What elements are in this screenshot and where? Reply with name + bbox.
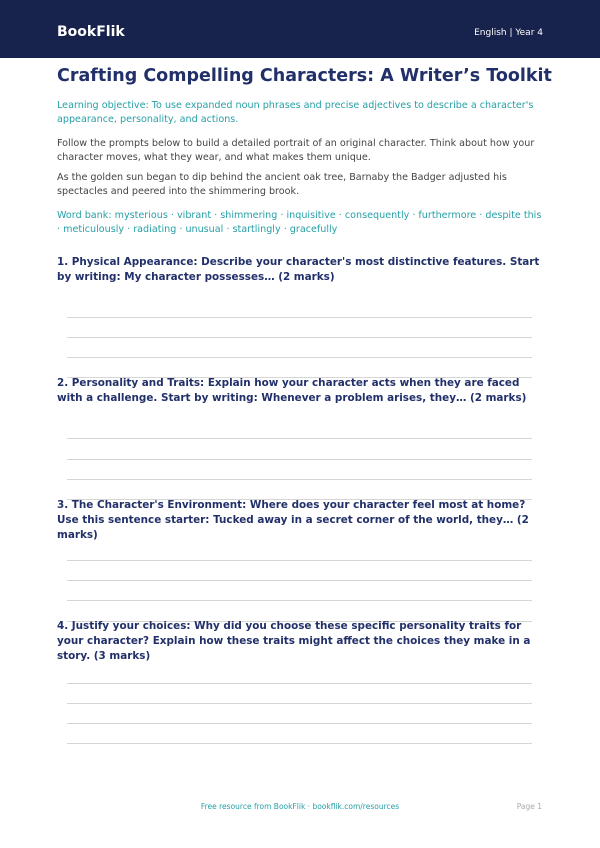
answer-line[interactable] <box>67 723 532 724</box>
question-3: 3. The Character's Environment: Where does your character feel most at home? Use this sentence starter: Tucked away in a secret corner of the world, they… (2 marks) <box>57 499 529 541</box>
brand-logo-text: BookFlik <box>57 24 125 40</box>
word-bank: Word bank: mysterious · vibrant · shimmering · inquisitive · consequently · furthermore · despite this · meticulously · radiating · unusual · startlingly · gracefully <box>57 210 542 235</box>
answer-line[interactable] <box>67 337 532 338</box>
answer-line[interactable] <box>67 560 532 561</box>
question-2: 2. Personality and Traits: Explain how your character acts when they are faced with a challenge. Start by writing: Whenever a problem arises, they… (2 marks) <box>57 377 527 404</box>
page-header <box>0 0 600 58</box>
answer-line[interactable] <box>67 580 532 581</box>
answer-line[interactable] <box>67 479 532 480</box>
page-number: Page 1 <box>516 802 542 811</box>
example-sentence: As the golden sun began to dip behind the ancient oak tree, Barnaby the Badger adjusted his spectacles and peered into the shimmering brook. <box>57 172 507 197</box>
question-4: 4. Justify your choices: Why did you choose these specific personality traits for your character? Explain how these traits might affect the choices they make in a story. (3 marks) <box>57 620 531 662</box>
answer-line[interactable] <box>67 459 532 460</box>
learning-objective: Learning objective: To use expanded noun phrases and precise adjectives to describe a character's appearance, personality, and actions. <box>57 100 534 125</box>
instructions-text: Follow the prompts below to build a detailed portrait of an original character. Think about how your character moves, what they wear, and what makes them unique. <box>57 138 535 163</box>
answer-line[interactable] <box>67 743 532 744</box>
answer-line[interactable] <box>67 683 532 684</box>
subject-year-label: English | Year 4 <box>474 28 543 38</box>
answer-line[interactable] <box>67 357 532 358</box>
question-1: 1. Physical Appearance: Describe your character's most distinctive features. Start by writing: My character possesses… (2 marks) <box>57 256 540 283</box>
answer-line[interactable] <box>67 438 532 439</box>
worksheet-title: Crafting Compelling Characters: A Writer’s Toolkit <box>57 66 552 86</box>
footer-credit: Free resource from BookFlik · bookflik.com/resources <box>200 802 400 811</box>
answer-line[interactable] <box>67 703 532 704</box>
answer-line[interactable] <box>67 600 532 601</box>
answer-line[interactable] <box>67 317 532 318</box>
